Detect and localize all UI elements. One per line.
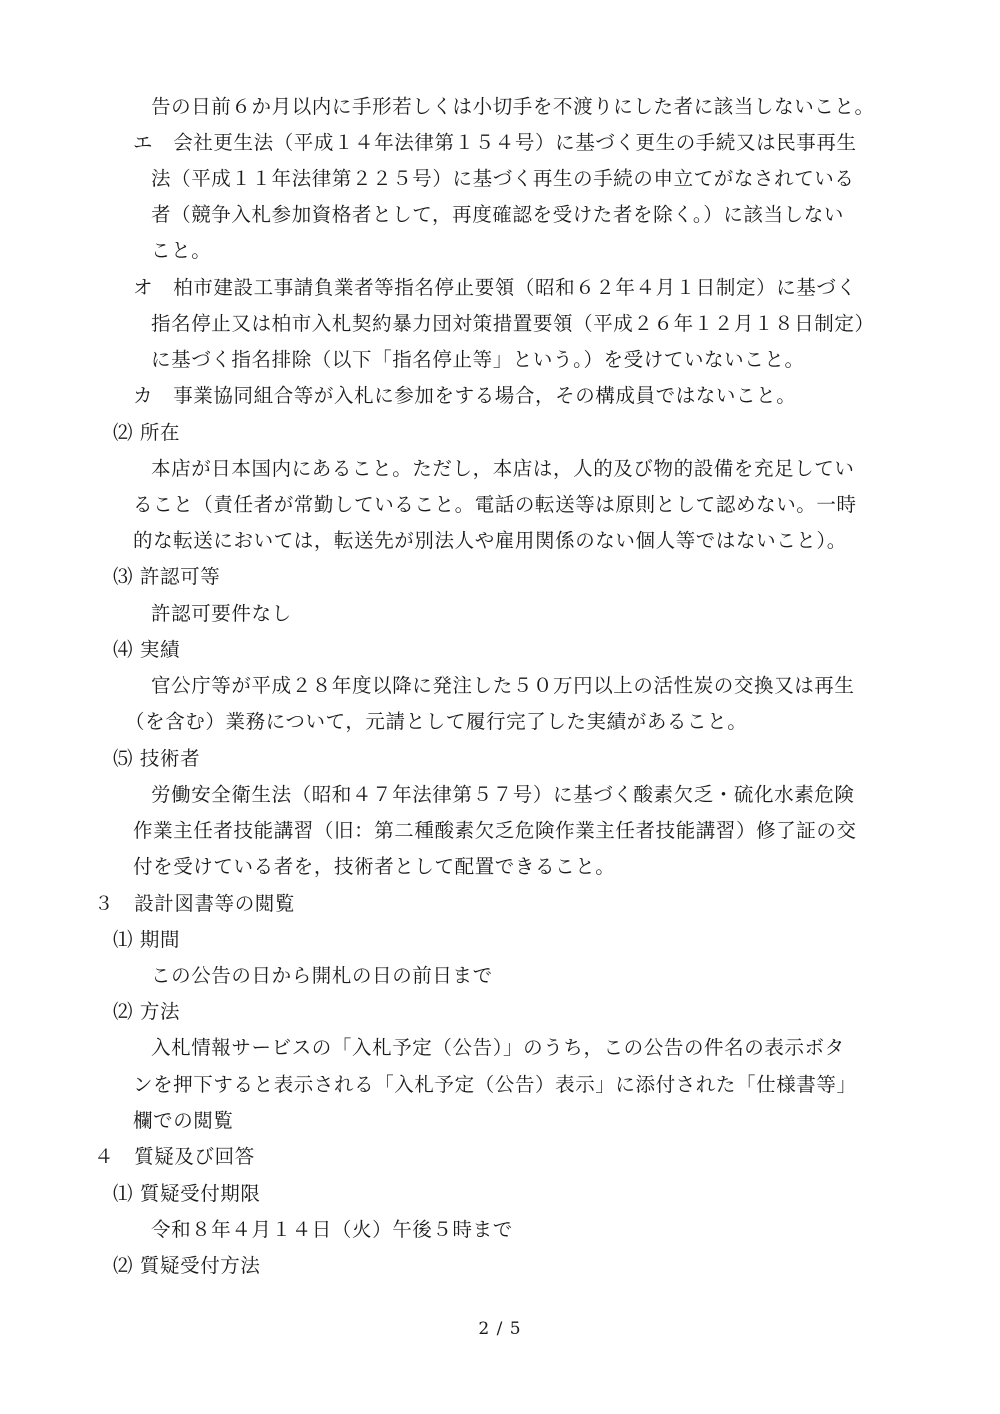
- text-line: に基づく指名排除（以下「指名停止等」という。）を受けていないこと。: [151, 348, 805, 371]
- chapter-heading: ４ 質疑及び回答: [94, 1145, 255, 1168]
- text-line: 欄での閲覧: [133, 1109, 234, 1132]
- section-heading: ⑵ 方法: [113, 1000, 181, 1023]
- text-line: ること（責任者が常勤していること。電話の転送等は原則として認めない。一時: [133, 493, 857, 516]
- text-line: 労働安全衛生法（昭和４７年法律第５７号）に基づく酸素欠乏・硫化水素危険: [151, 783, 855, 806]
- text-line: こと。: [151, 239, 212, 262]
- page-number: 2 / 5: [478, 1319, 522, 1339]
- text-line: エ 会社更生法（平成１４年法律第１５４号）に基づく更生の手続又は民事再生: [133, 131, 857, 154]
- text-line: 法（平成１１年法律第２２５号）に基づく再生の手続の申立てがなされている: [151, 167, 855, 190]
- section-heading: ⑵ 質疑受付方法: [113, 1254, 261, 1277]
- text-line: 者（競争入札参加資格者として，再度確認を受けた者を除く。）に該当しない: [151, 203, 844, 226]
- text-line: 本店が日本国内にあること。ただし，本店は，人的及び物的設備を充足してい: [151, 457, 855, 480]
- text-line: 許認可要件なし: [151, 602, 292, 625]
- text-line: 入札情報サービスの「入札予定（公告）」のうち，この公告の件名の表示ボタ: [151, 1036, 845, 1059]
- text-line: （を含む）業務について，元請として履行完了した実績があること。: [125, 710, 748, 733]
- text-line: 作業主任者技能講習（旧：第二種酸素欠乏危険作業主任者技能講習）修了証の交: [133, 819, 857, 842]
- text-line: 官公庁等が平成２８年度以降に発注した５０万円以上の活性炭の交換又は再生: [151, 674, 855, 697]
- text-line: カ 事業協同組合等が入札に参加をする場合，その構成員ではないこと。: [133, 384, 797, 407]
- text-line: オ 柏市建設工事請負業者等指名停止要領（昭和６２年４月１日制定）に基づく: [133, 276, 857, 299]
- section-heading: ⑵ 所在: [113, 421, 181, 444]
- text-line: この公告の日から開札の日の前日まで: [151, 964, 493, 987]
- chapter-heading: ３ 設計図書等の閲覧: [94, 892, 296, 915]
- section-heading: ⑷ 実績: [113, 638, 181, 661]
- text-line: 的な転送においては，転送先が別法人や雇用関係のない個人等ではないこと）。: [133, 529, 847, 552]
- section-heading: ⑴ 質疑受付期限: [113, 1182, 261, 1205]
- section-heading: ⑶ 許認可等: [113, 565, 221, 588]
- section-heading: ⑴ 期間: [113, 928, 181, 951]
- text-line: 付を受けている者を，技術者として配置できること。: [133, 855, 616, 878]
- text-line: ンを押下すると表示される「入札予定（公告）表示」に添付された「仕様書等」: [133, 1073, 857, 1096]
- section-heading: ⑸ 技術者: [113, 747, 201, 770]
- text-line: 令和８年４月１４日（火）午後５時まで: [151, 1218, 513, 1241]
- text-line: 指名停止又は柏市入札契約暴力団対策措置要領（平成２６年１２月１８日制定）: [151, 312, 875, 335]
- text-line: 告の日前６か月以内に手形若しくは小切手を不渡りにした者に該当しないこと。: [151, 95, 875, 118]
